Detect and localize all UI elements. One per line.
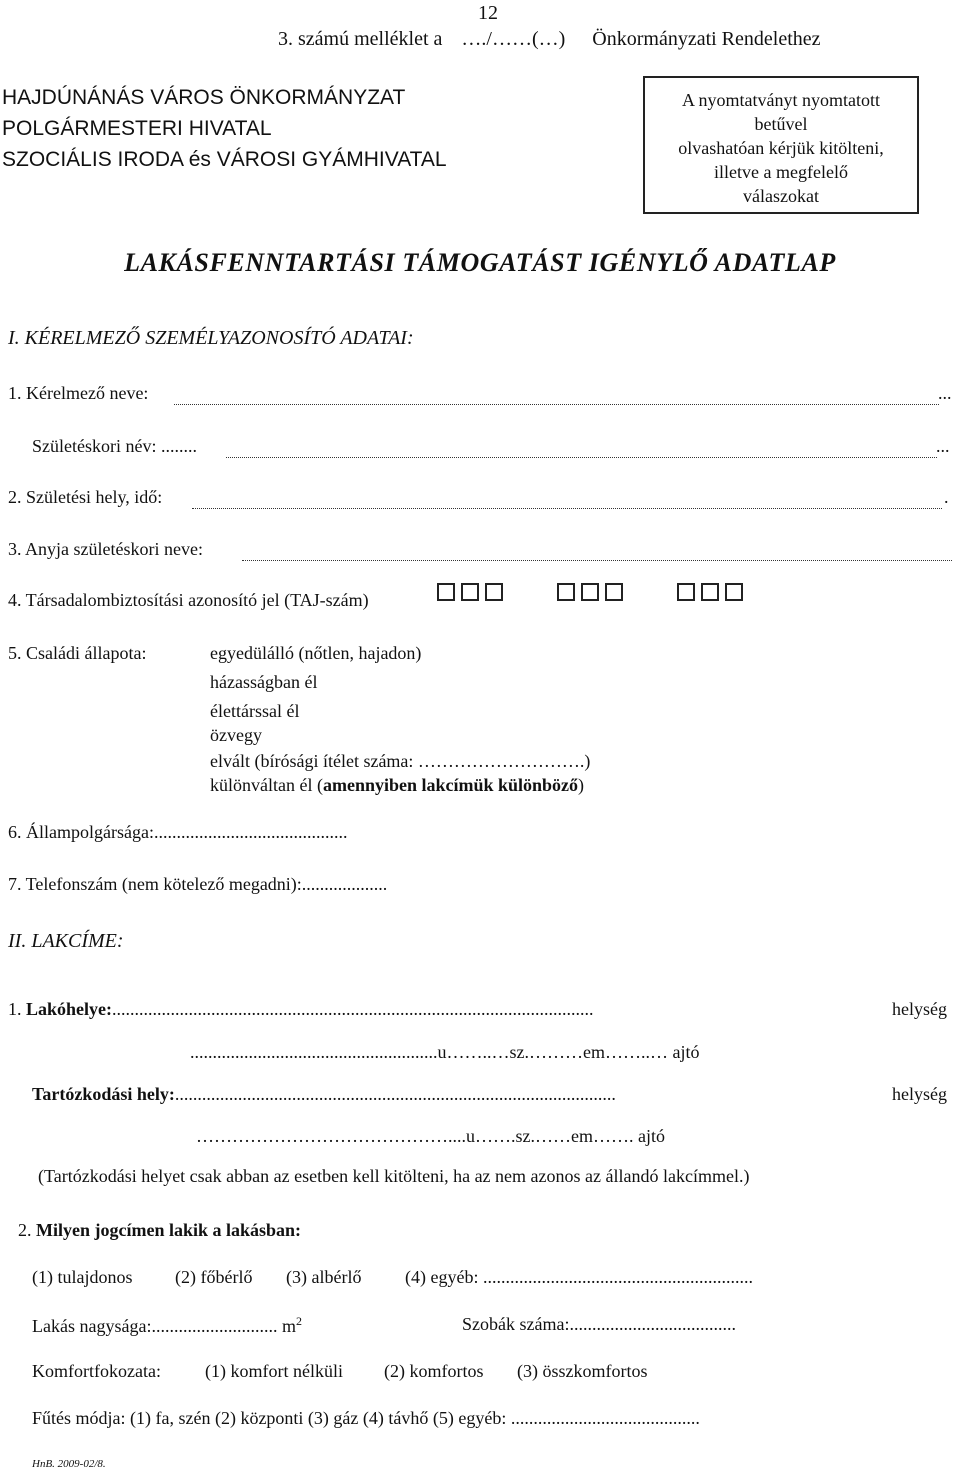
stay-note: (Tartózkodási helyet csak abban az esetben kell kitölteni, ha az nem azonos az állandó lakcímmel.) — [38, 1166, 750, 1186]
comfort-option-full[interactable]: (3) összkomfortos — [517, 1361, 648, 1381]
issuer-line-3: SZOCIÁLIS IRODA és VÁROSI GYÁMHIVATAL — [2, 148, 447, 171]
section-2-heading: II. LAKCÍME: — [8, 930, 124, 952]
stay-street-field[interactable]: ……………………………………....u…….sz.……em……. ajtó — [196, 1126, 665, 1146]
annex-prefix: 3. számú melléklet a — [278, 28, 443, 50]
rooms-field[interactable]: Szobák száma:..................................... — [462, 1314, 736, 1334]
notice-line-4: illetve a megfelelő — [714, 162, 848, 182]
comfort-option-none[interactable]: (1) komfort nélküli — [205, 1361, 343, 1381]
marital-option-single[interactable]: egyedülálló (nőtlen, hajadon) — [210, 643, 422, 663]
taj-box[interactable] — [437, 583, 455, 601]
marital-option-married[interactable]: házasságban él — [210, 672, 318, 692]
instruction-box — [643, 76, 919, 214]
tenure-option-subtenant[interactable]: (3) albérlő — [286, 1267, 362, 1287]
residence-row — [8, 999, 594, 1020]
taj-box[interactable] — [725, 583, 743, 601]
residence-label: Lakóhelye: — [26, 999, 113, 1019]
issuer-block — [2, 82, 447, 175]
tenure-option-owner[interactable]: (1) tulajdonos — [32, 1267, 133, 1287]
tenure-option-main-tenant[interactable]: (2) főbérlő — [175, 1267, 253, 1287]
stay-row — [32, 1084, 616, 1105]
heating-field[interactable]: Fűtés módja: (1) fa, szén (2) központi (3) gáz (4) távhő (5) egyéb: .......................................... — [32, 1408, 700, 1428]
mother-name-label: 3. Anyja születéskori neve: — [8, 539, 203, 559]
annex-reference — [278, 28, 821, 51]
birth-place-tail: . — [944, 487, 949, 507]
birth-name-field[interactable] — [226, 457, 937, 458]
taj-box[interactable] — [557, 583, 575, 601]
taj-box[interactable] — [461, 583, 479, 601]
marital-option-partner[interactable]: élettárssal él — [210, 701, 300, 721]
marital-option-divorced[interactable]: elvált (bírósági ítélet száma: ……………………….) — [210, 751, 591, 771]
notice-line-5: válaszokat — [743, 186, 819, 206]
flat-size-label: Lakás nagysága:............................ m — [32, 1316, 296, 1336]
marital-status-label: 5. Családi állapota: — [8, 643, 147, 663]
taj-group-1[interactable] — [437, 583, 503, 601]
taj-group-3[interactable] — [677, 583, 743, 601]
taj-group-2[interactable] — [557, 583, 623, 601]
issuer-line-2: POLGÁRMESTERI HIVATAL — [2, 117, 272, 140]
annex-blank: …./……(…) — [461, 28, 566, 50]
residence-suffix: helység — [892, 999, 947, 1019]
separated-suffix: ) — [578, 775, 585, 795]
mother-name-field[interactable] — [242, 560, 952, 561]
annex-suffix: Önkormányzati Rendelethez — [592, 28, 821, 50]
form-title: LAKÁSFENNTARTÁSI TÁMOGATÁST IGÉNYLŐ ADATLAP — [124, 248, 836, 277]
tenure-label: Milyen jogcímen lakik a lakásban: — [36, 1220, 302, 1240]
notice-line-1: A nyomtatványt nyomtatott — [682, 90, 880, 110]
taj-box[interactable] — [581, 583, 599, 601]
separated-condition: amennyiben lakcímük különböző — [322, 775, 579, 795]
birth-name-tail: ... — [936, 436, 950, 456]
applicant-name-tail: ... — [938, 383, 952, 403]
tenure-row — [18, 1220, 301, 1241]
footer-code: HnB. 2009-02/8. — [32, 1458, 106, 1470]
comfort-label: Komfortfokozata: — [32, 1361, 161, 1381]
phone-label: 7. Telefonszám (nem kötelező megadni):................... — [8, 874, 388, 894]
birth-name-label: Születéskori név: ........ — [32, 436, 197, 456]
applicant-name-field[interactable] — [174, 404, 939, 405]
comfort-option-comfort[interactable]: (2) komfortos — [384, 1361, 484, 1381]
residence-field[interactable]: ........................................................................................................... — [112, 999, 594, 1019]
issuer-line-1: HAJDÚNÁNÁS VÁROS ÖNKORMÁNYZAT — [2, 86, 406, 109]
stay-field[interactable]: .................................................................................................. — [174, 1084, 616, 1104]
tenure-option-other[interactable]: (4) egyéb: ............................................................ — [405, 1267, 753, 1287]
taj-box[interactable] — [605, 583, 623, 601]
page-number: 12 — [478, 2, 498, 24]
marital-option-separated[interactable] — [210, 775, 584, 796]
residence-number: 1. — [8, 999, 26, 1019]
citizenship-label: 6. Állampolgársága:........................................... — [8, 822, 348, 842]
section-1-heading: I. KÉRELMEZŐ SZEMÉLYAZONOSÍTÓ ADATAI: — [8, 327, 414, 349]
taj-box[interactable] — [485, 583, 503, 601]
taj-box[interactable] — [701, 583, 719, 601]
birth-place-field[interactable] — [192, 508, 942, 509]
notice-line-3: olvashatóan kérjük kitölteni, — [678, 138, 884, 158]
flat-size-row[interactable] — [32, 1314, 302, 1337]
tenure-number: 2. — [18, 1220, 36, 1240]
stay-label: Tartózkodási hely: — [32, 1084, 175, 1104]
taj-box[interactable] — [677, 583, 695, 601]
flat-size-unit-sup: 2 — [295, 1314, 302, 1328]
separated-prefix: különváltan él ( — [210, 775, 323, 795]
residence-street-field[interactable]: .......................................................u……..…sz.………em……..… ajtó — [190, 1042, 700, 1062]
marital-option-widowed[interactable]: özvegy — [210, 725, 262, 745]
taj-label: 4. Társadalombiztosítási azonosító jel (TAJ-szám) — [8, 590, 369, 610]
birth-place-label: 2. Születési hely, idő: — [8, 487, 163, 507]
notice-line-2: betűvel — [754, 114, 808, 134]
stay-suffix: helység — [892, 1084, 947, 1104]
applicant-name-label: 1. Kérelmező neve: — [8, 383, 149, 403]
